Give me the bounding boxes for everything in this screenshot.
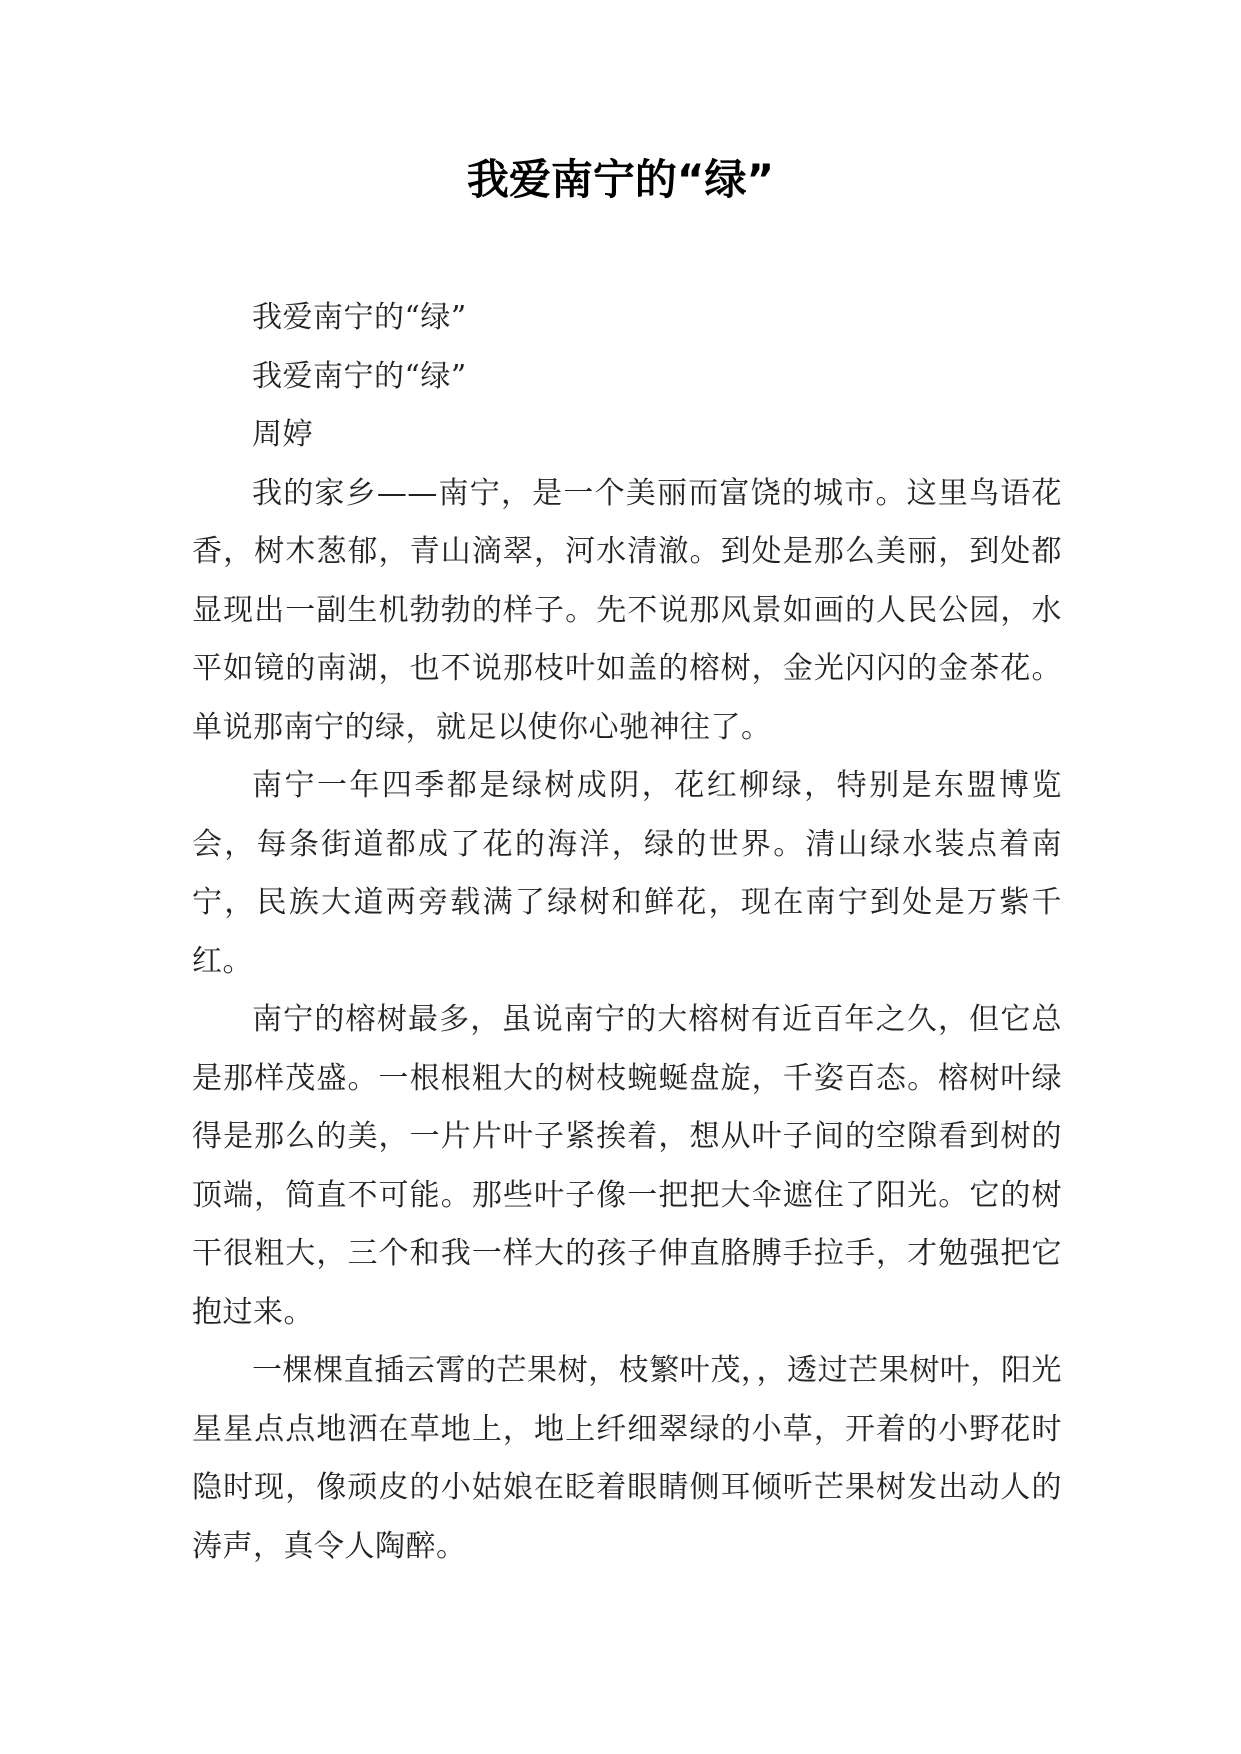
author-line: 周婷 xyxy=(252,417,313,452)
paragraph: 南宁一年四季都是绿树成阴，花红柳绿，特别是东盟博览会，每条街道都成了花的海洋，绿的世界。清山绿水装点着南宁，民族大道两旁载满了绿树和鲜花，现在南宁到处是万紫千红。 xyxy=(192,768,1062,979)
paragraph: 南宁的榕树最多，虽说南宁的大榕树有近百年之久，但它总是那样茂盛。一根根粗大的树枝蜿蜒盘旋，千姿百态。榕树叶绿得是那么的美，一片片叶子紧挨着，想从叶子间的空隙看到树的顶端，简直不可能。那些叶子像一把把大伞遮住了阳光。它的树干很粗大，三个和我一样大的孩子伸直胳膊手拉手，才勉强把它抱过来。 xyxy=(192,1002,1062,1330)
paragraph: 我爱南宁的“绿” xyxy=(252,358,467,394)
document-body xyxy=(192,289,1062,1576)
document-title: 我爱南宁的“绿” xyxy=(466,155,775,204)
paragraph: 一棵棵直插云霄的芒果树，枝繁叶茂，，透过芒果树叶，阳光星星点点地洒在草地上，地上纤细翠绿的小草，开着的小野花时隐时现，像顽皮的小姑娘在眨着眼睛侧耳倾听芒果树发出动人的涛声，真令人陶醉。 xyxy=(192,1353,1062,1564)
paragraph: 我的家乡——南宁，是一个美丽而富饶的城市。这里鸟语花香，树木葱郁，青山滴翠，河水清澈。到处是那么美丽，到处都显现出一副生机勃勃的样子。先不说那风景如画的人民公园，水平如镜的南湖，也不说那枝叶如盖的榕树，金光闪闪的金茶花。单说那南宁的绿，就足以使你心驰神往了。 xyxy=(192,475,1062,745)
paragraph: 我爱南宁的“绿” xyxy=(252,300,467,335)
